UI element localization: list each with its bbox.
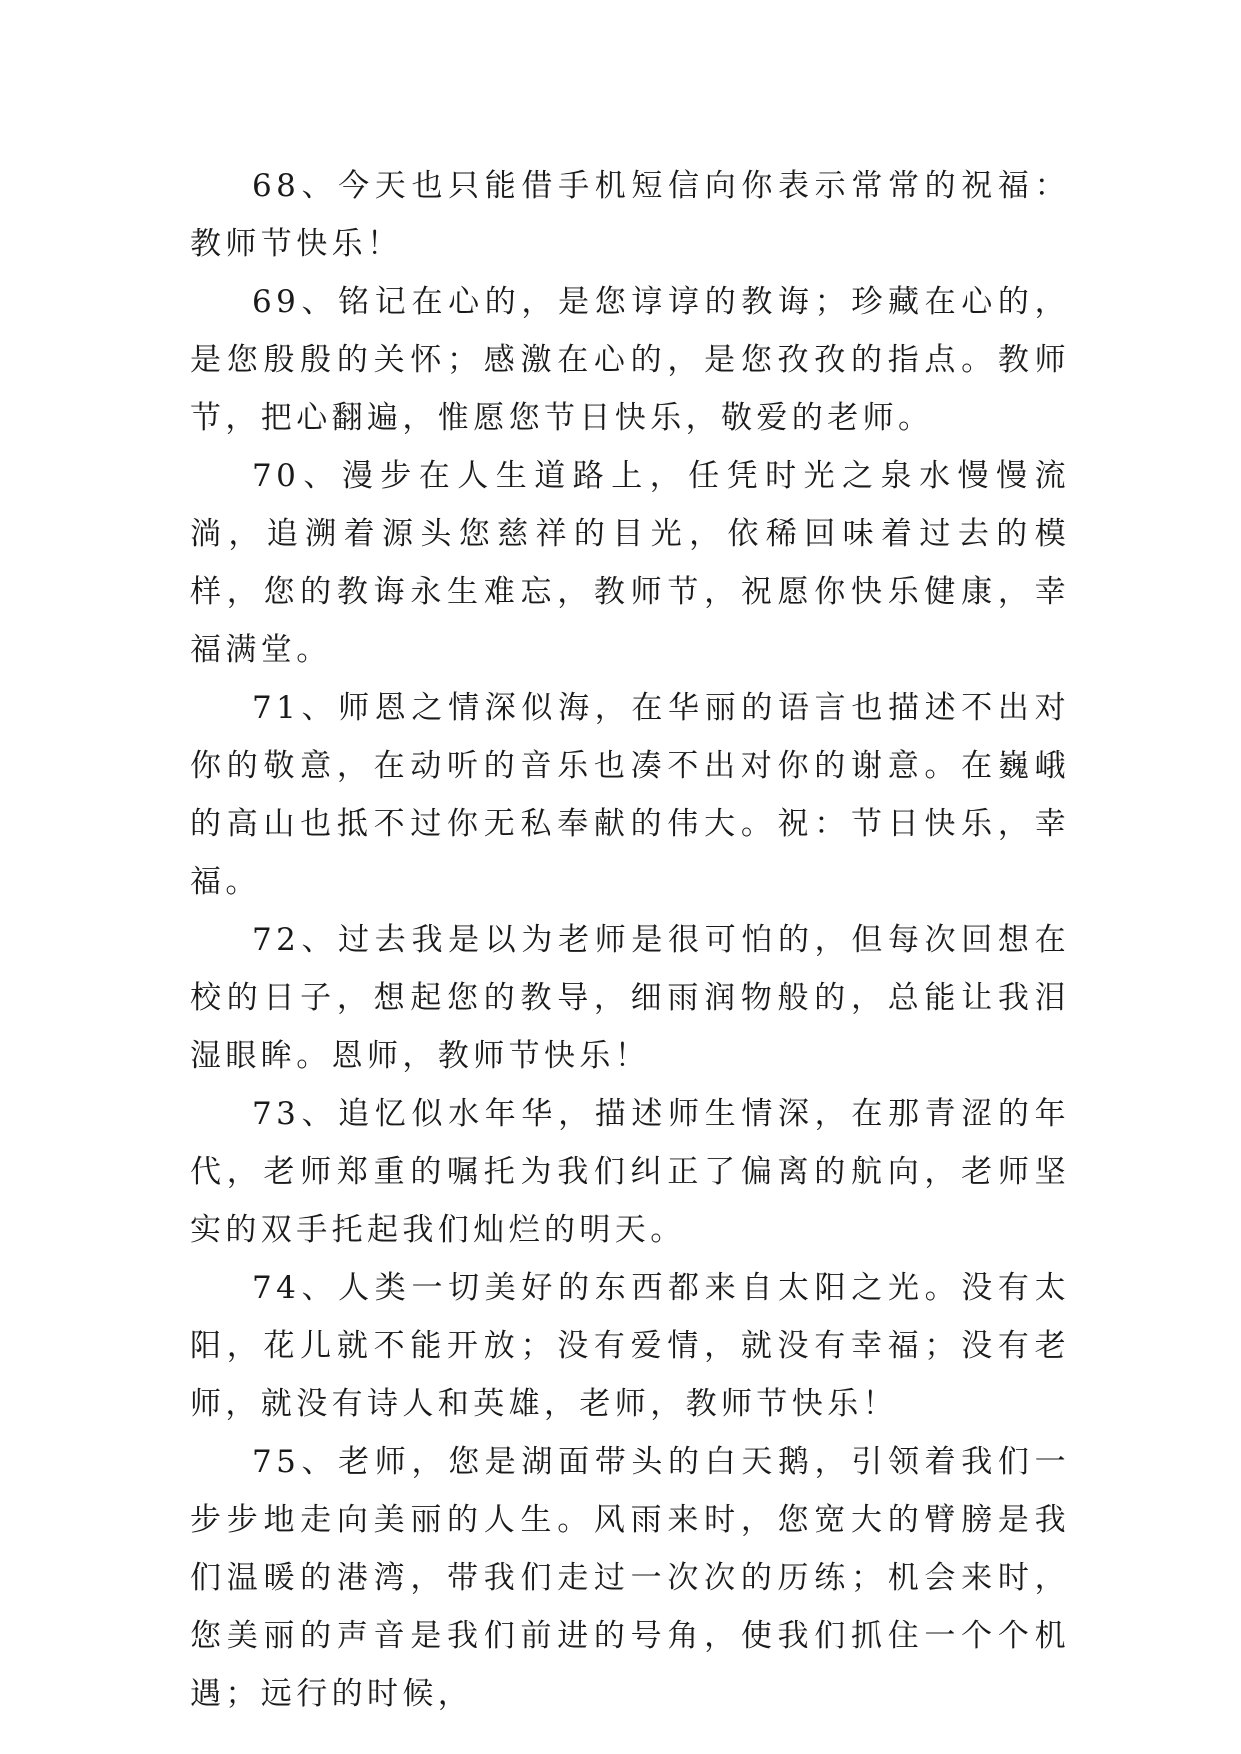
paragraph-72: 72、过去我是以为老师是很可怕的，但每次回想在校的日子，想起您的教导，细雨润物般的，总能让我泪湿眼眸。恩师，教师节快乐！ <box>190 922 1070 1074</box>
document-body <box>190 157 1070 1723</box>
paragraph-70: 70、漫步在人生道路上，任凭时光之泉水慢慢流淌，追溯着源头您慈祥的目光，依稀回味着过去的模样，您的教诲永生难忘，教师节，祝愿你快乐健康，幸福满堂。 <box>190 458 1070 668</box>
paragraph-71: 71、师恩之情深似海，在华丽的语言也描述不出对你的敬意，在动听的音乐也凑不出对你的谢意。在巍峨的高山也抵不过你无私奉献的伟大。祝：节日快乐，幸福。 <box>190 690 1070 900</box>
paragraph-73: 73、追忆似水年华，描述师生情深，在那青涩的年代，老师郑重的嘱托为我们纠正了偏离的航向，老师坚实的双手托起我们灿烂的明天。 <box>190 1096 1070 1248</box>
paragraph-69: 69、铭记在心的，是您谆谆的教诲；珍藏在心的，是您殷殷的关怀；感激在心的，是您孜孜的指点。教师节，把心翻遍，惟愿您节日快乐，敬爱的老师。 <box>190 284 1070 436</box>
paragraph-75: 75、老师，您是湖面带头的白天鹅，引领着我们一步步地走向美丽的人生。风雨来时，您宽大的臂膀是我们温暖的港湾，带我们走过一次次的历练；机会来时，您美丽的声音是我们前进的号角，使我们抓住一个个机遇；远行的时候， <box>190 1444 1070 1712</box>
paragraph-74: 74、人类一切美好的东西都来自太阳之光。没有太阳，花儿就不能开放；没有爱情，就没有幸福；没有老师，就没有诗人和英雄，老师，教师节快乐！ <box>190 1270 1070 1422</box>
paragraph-68: 68、今天也只能借手机短信向你表示常常的祝福：教师节快乐！ <box>190 168 1070 262</box>
